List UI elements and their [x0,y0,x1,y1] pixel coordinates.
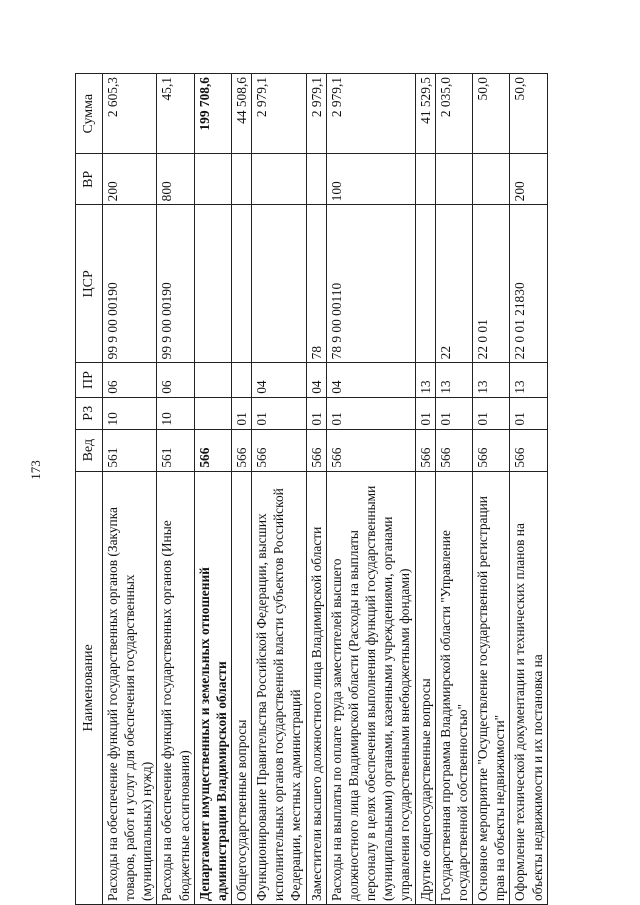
table-row [415,74,435,905]
cell-sum: 50,0 [510,74,547,154]
cell-pr: 13 [473,363,510,397]
cell-rz: 01 [473,397,510,429]
cell-csr: 78 [306,205,326,363]
cell-name: Функционирование Правительства Российской Федерации, высших исполнительных органов государственной власти субъектов Российской Федерации, местных администраций [252,471,306,904]
cell-pr: 06 [102,363,156,397]
cell-pr: 13 [435,363,472,397]
header-ved: Вед [76,429,103,471]
cell-csr: 99 9 00 00190 [157,205,194,363]
cell-csr [252,205,306,363]
cell-csr: 22 0 01 21830 [510,205,547,363]
cell-pr [232,363,252,397]
header-pr: ПР [76,363,103,397]
cell-sum: 45,1 [157,74,194,154]
cell-rz: 01 [252,397,306,429]
cell-ved: 566 [306,429,326,471]
cell-pr [194,363,231,397]
cell-rz [194,397,231,429]
table-row [232,74,252,905]
cell-vr: 200 [510,154,547,205]
cell-vr [473,154,510,205]
cell-ved: 566 [510,429,547,471]
cell-pr: 13 [415,363,435,397]
cell-rz: 01 [415,397,435,429]
cell-pr: 06 [157,363,194,397]
cell-name: Расходы на обеспечение функций государственных органов (Закупка товаров, работ и услуг для обеспечения государственных (муниципальных) нужд) [102,471,156,904]
cell-ved: 566 [194,429,231,471]
cell-vr [252,154,306,205]
cell-ved: 561 [157,429,194,471]
table-row [194,74,231,905]
cell-sum: 2 035,0 [435,74,472,154]
table-row [102,74,156,905]
cell-name: Государственная программа Владимирской области "Управление государственной собственностью" [435,471,472,904]
table-row [157,74,194,905]
cell-csr [194,205,231,363]
cell-ved: 566 [232,429,252,471]
cell-vr [435,154,472,205]
table-row [510,74,547,905]
cell-vr [306,154,326,205]
cell-rz: 01 [435,397,472,429]
cell-csr: 99 9 00 00190 [102,205,156,363]
cell-name: Расходы на выплаты по оплате труда заместителей высшего должностного лица Владимирской области (Расходы на выплаты персоналу в целях обеспечения выполнения функций государственными (муниципальными) органами, казенными учреждениями, органами управления государственными внебюджетными фондами) [326,471,415,904]
cell-name: Другие общегосударственные вопросы [415,471,435,904]
cell-vr [232,154,252,205]
header-csr: ЦСР [76,205,103,363]
cell-csr: 78 9 00 00110 [326,205,415,363]
budget-table [75,73,548,905]
cell-csr: 22 0 01 [473,205,510,363]
cell-sum: 44 508,6 [232,74,252,154]
table-row [326,74,415,905]
cell-name: Департамент имущественных и земельных отношений администрации Владимирской области [194,471,231,904]
page-number: 173 [28,460,43,480]
cell-sum: 2 979,1 [326,74,415,154]
cell-csr: 22 [435,205,472,363]
table-row [473,74,510,905]
cell-name: Расходы на обеспечение функций государственных органов (Иные бюджетные ассигнования) [157,471,194,904]
cell-rz: 01 [326,397,415,429]
header-sum: Сумма [76,74,103,154]
cell-csr [232,205,252,363]
cell-pr: 04 [326,363,415,397]
cell-sum: 50,0 [473,74,510,154]
cell-pr: 04 [306,363,326,397]
cell-sum: 2 979,1 [252,74,306,154]
table-row [306,74,326,905]
cell-ved: 566 [473,429,510,471]
cell-pr: 13 [510,363,547,397]
cell-name: Заместители высшего должностного лица Владимирской области [306,471,326,904]
cell-vr [194,154,231,205]
cell-pr: 04 [252,363,306,397]
cell-rz: 01 [232,397,252,429]
table-row [252,74,306,905]
cell-ved: 566 [326,429,415,471]
cell-rz: 01 [306,397,326,429]
table-body [102,74,547,905]
table-row [435,74,472,905]
cell-name: Основное мероприятие "Осуществление государственной регистрации прав на объекты недвижимости" [473,471,510,904]
cell-name: Оформление технической документации и технических планов на объекты недвижимости и их постановка на [510,471,547,904]
cell-sum: 41 529,5 [415,74,435,154]
cell-rz: 01 [510,397,547,429]
cell-vr [415,154,435,205]
rotated-table-container [75,73,595,905]
cell-vr: 100 [326,154,415,205]
cell-ved: 561 [102,429,156,471]
cell-vr: 200 [102,154,156,205]
cell-sum: 2 979,1 [306,74,326,154]
cell-rz: 10 [157,397,194,429]
header-rz: РЗ [76,397,103,429]
header-vr: ВР [76,154,103,205]
cell-name: Общегосударственные вопросы [232,471,252,904]
cell-rz: 10 [102,397,156,429]
cell-sum: 2 605,3 [102,74,156,154]
cell-vr: 800 [157,154,194,205]
cell-ved: 566 [252,429,306,471]
cell-csr [415,205,435,363]
cell-sum: 199 708,6 [194,74,231,154]
cell-ved: 566 [435,429,472,471]
table-header-row [76,74,103,905]
cell-ved: 566 [415,429,435,471]
header-name: Наименование [76,471,103,904]
